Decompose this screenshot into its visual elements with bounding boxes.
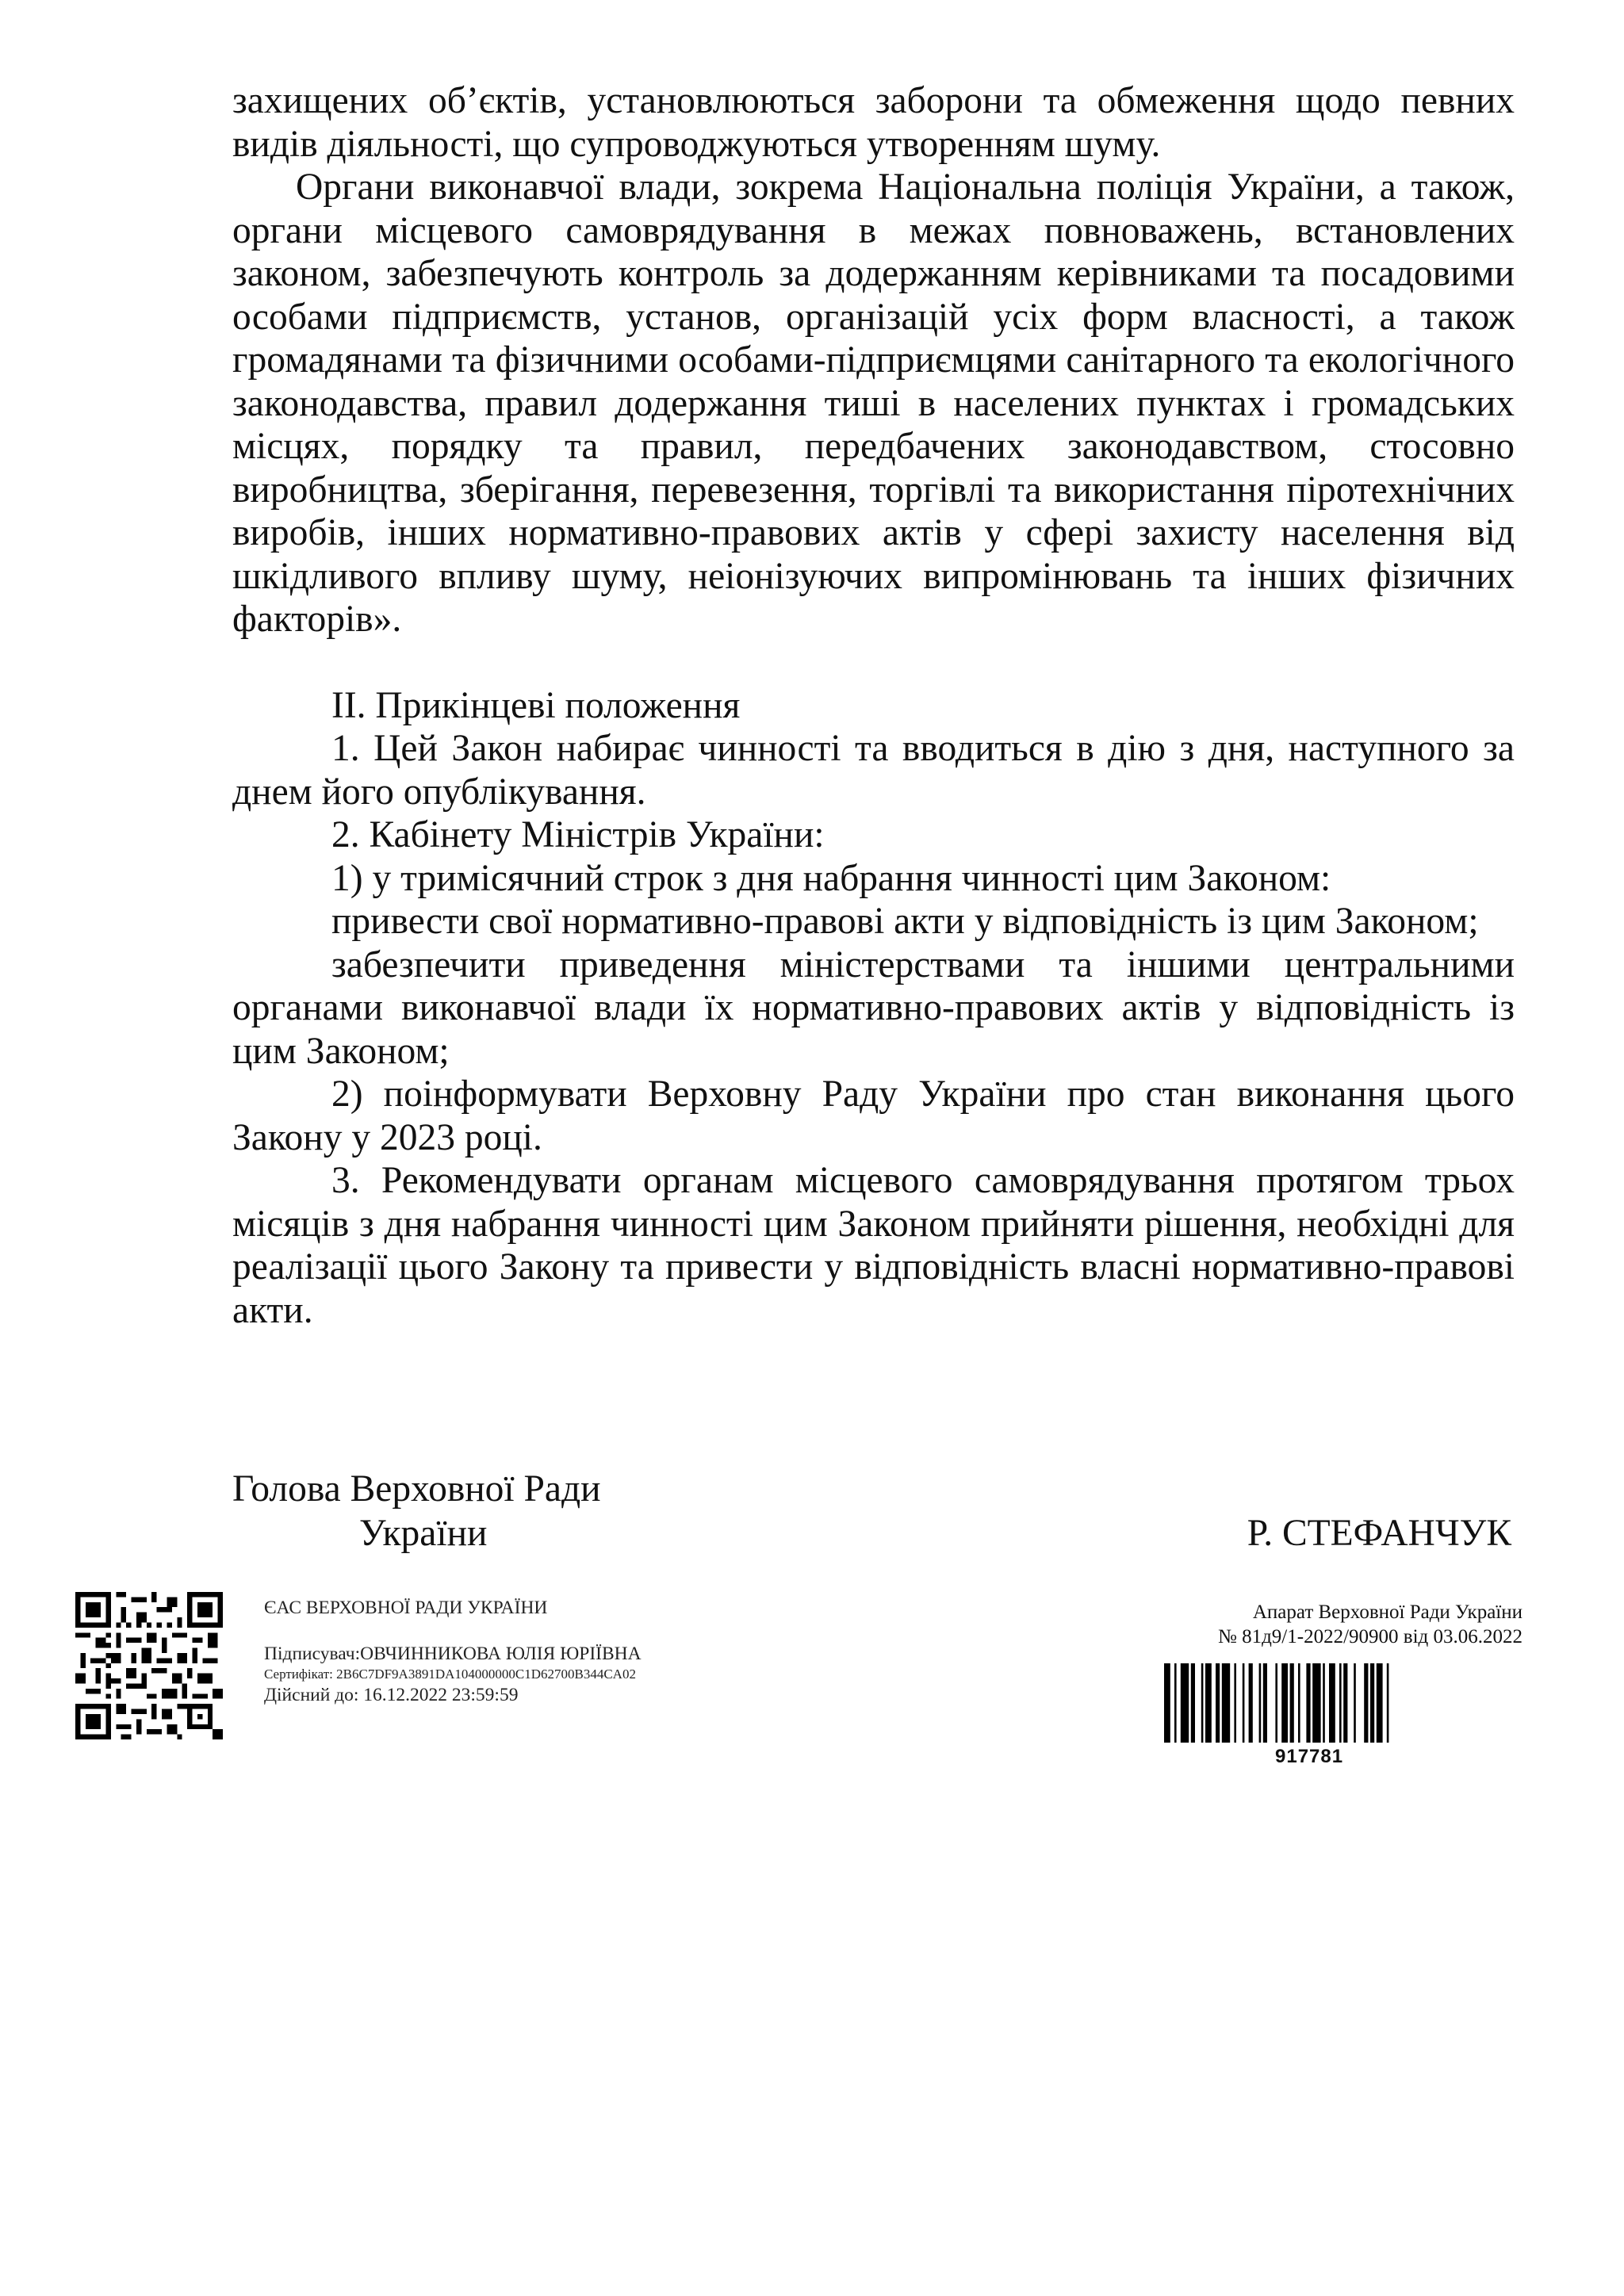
barcode-bar (1306, 1663, 1310, 1743)
signer-name: Підписувач:ОВЧИННИКОВА ЮЛІЯ ЮРІЇВНА (264, 1644, 642, 1664)
barcode-bar (1259, 1663, 1262, 1743)
barcode-bar (1370, 1663, 1374, 1743)
barcode-bar (1329, 1663, 1335, 1743)
paragraph: 2) поінформувати Верховну Раду України про стан виконання цього Закону у 2023 році. (232, 1073, 1515, 1158)
paragraph: забезпечити приведення міністерствами та іншими центральними органами виконавчої влади їх нормативно-правових актів у відповідність із цим Законом; (232, 943, 1515, 1072)
barcode-bar (1181, 1663, 1189, 1743)
barcode-bar (1216, 1663, 1220, 1743)
document-body (232, 79, 1515, 1332)
certificate-id: Сертифікат: 2B6C7DF9A3891DA104000000C1D62700B344CA02 (264, 1667, 636, 1682)
barcode-bar (1174, 1663, 1177, 1743)
signatory-position (232, 1467, 601, 1556)
barcode-bar (1234, 1663, 1236, 1743)
paragraph: захищених об’єктів, установлюються заборони та обмеження щодо певних видів діяльності, що супроводжуються утворенням шуму. (232, 80, 1515, 165)
barcode-bar (1323, 1663, 1325, 1743)
barcode-bar (1205, 1663, 1212, 1743)
barcode-bar (1243, 1663, 1245, 1743)
e-signature-system: ЄАС ВЕРХОВНОЇ РАДИ УКРАЇНИ (264, 1598, 548, 1618)
barcode-bar (1222, 1663, 1230, 1743)
barcode-bar (1354, 1663, 1356, 1743)
barcode-bar (1343, 1663, 1347, 1743)
paragraph: 1) у тримісячний строк з дня набрання чинності цим Законом: (331, 857, 1331, 899)
qr-code-icon (75, 1592, 223, 1739)
barcode-bar (1387, 1663, 1389, 1743)
barcode-bar (1364, 1663, 1368, 1743)
paragraph: 3. Рекомендувати органам місцевого самоврядування протягом трьох місяців з дня набрання чинності цим Законом прийняти рішення, необхідні для реалізації цього Закону та привести у відповідність власні нормативно-правові акти. (232, 1160, 1515, 1331)
paragraph: 2. Кабінету Міністрів України: (331, 814, 825, 855)
paragraph: Органи виконавчої влади, зокрема Національна поліція України, а також, органи місцевого самоврядування в межах повноважень, встановлених законом, забезпечують контроль за додержанням керівниками та посадовими особами підприємств, установ, організацій усіх форм власності, а також громадянами та фізичними особами-підприємцями санітарного та екологічного законодавства, правил додержання тиші в населених пунктах і громадських місцях, порядку та правил, передбачених законодавством, стосовно виробництва, зберігання, перевезення, торгівлі та використання піротехнічних виробів, інших нормативно-правових актів у сфері захисту населення від шкідливого впливу шуму, неіонізуючих випромінювань та інших фізичних факторів». (232, 166, 1515, 640)
registry-org: Апарат Верховної Ради України (1252, 1601, 1522, 1623)
barcode-bar (1191, 1663, 1195, 1743)
section-heading: II. Прикінцеві положення (331, 684, 741, 726)
barcode-bar (1281, 1663, 1288, 1743)
e-signature-details (264, 1597, 819, 1706)
barcode-bar (1164, 1663, 1170, 1743)
barcode-bar (1275, 1663, 1277, 1743)
signatory-position-line1: Голова Верховної Ради (232, 1468, 601, 1510)
registry-number: № 81д9/1-2022/90900 від 03.06.2022 (1217, 1626, 1522, 1647)
barcode-bar (1312, 1663, 1320, 1743)
barcode-bar (1263, 1663, 1267, 1743)
signatory-name: Р. СТЕФАНЧУК (1247, 1513, 1511, 1554)
paragraph: привести свої нормативно-правові акти у відповідність із цим Законом; (331, 901, 1479, 942)
certificate-valid-until: Дійсний до: 16.12.2022 23:59:59 (264, 1685, 519, 1705)
paragraph: 1. Цей Закон набирає чинності та вводиться в дію з дня, наступного за днем його опублікування. (232, 728, 1515, 813)
barcode-icon (1164, 1663, 1497, 1743)
barcode-bar (1201, 1663, 1204, 1743)
registration-block (1118, 1600, 1530, 1767)
barcode-bar (1249, 1663, 1253, 1743)
barcode-bar (1290, 1663, 1294, 1743)
signatory-position-line2: України (359, 1513, 488, 1554)
barcode-bar (1298, 1663, 1300, 1743)
barcode-bar (1339, 1663, 1342, 1743)
barcode-bar (1377, 1663, 1383, 1743)
barcode-number: 917781 (1275, 1746, 1344, 1767)
